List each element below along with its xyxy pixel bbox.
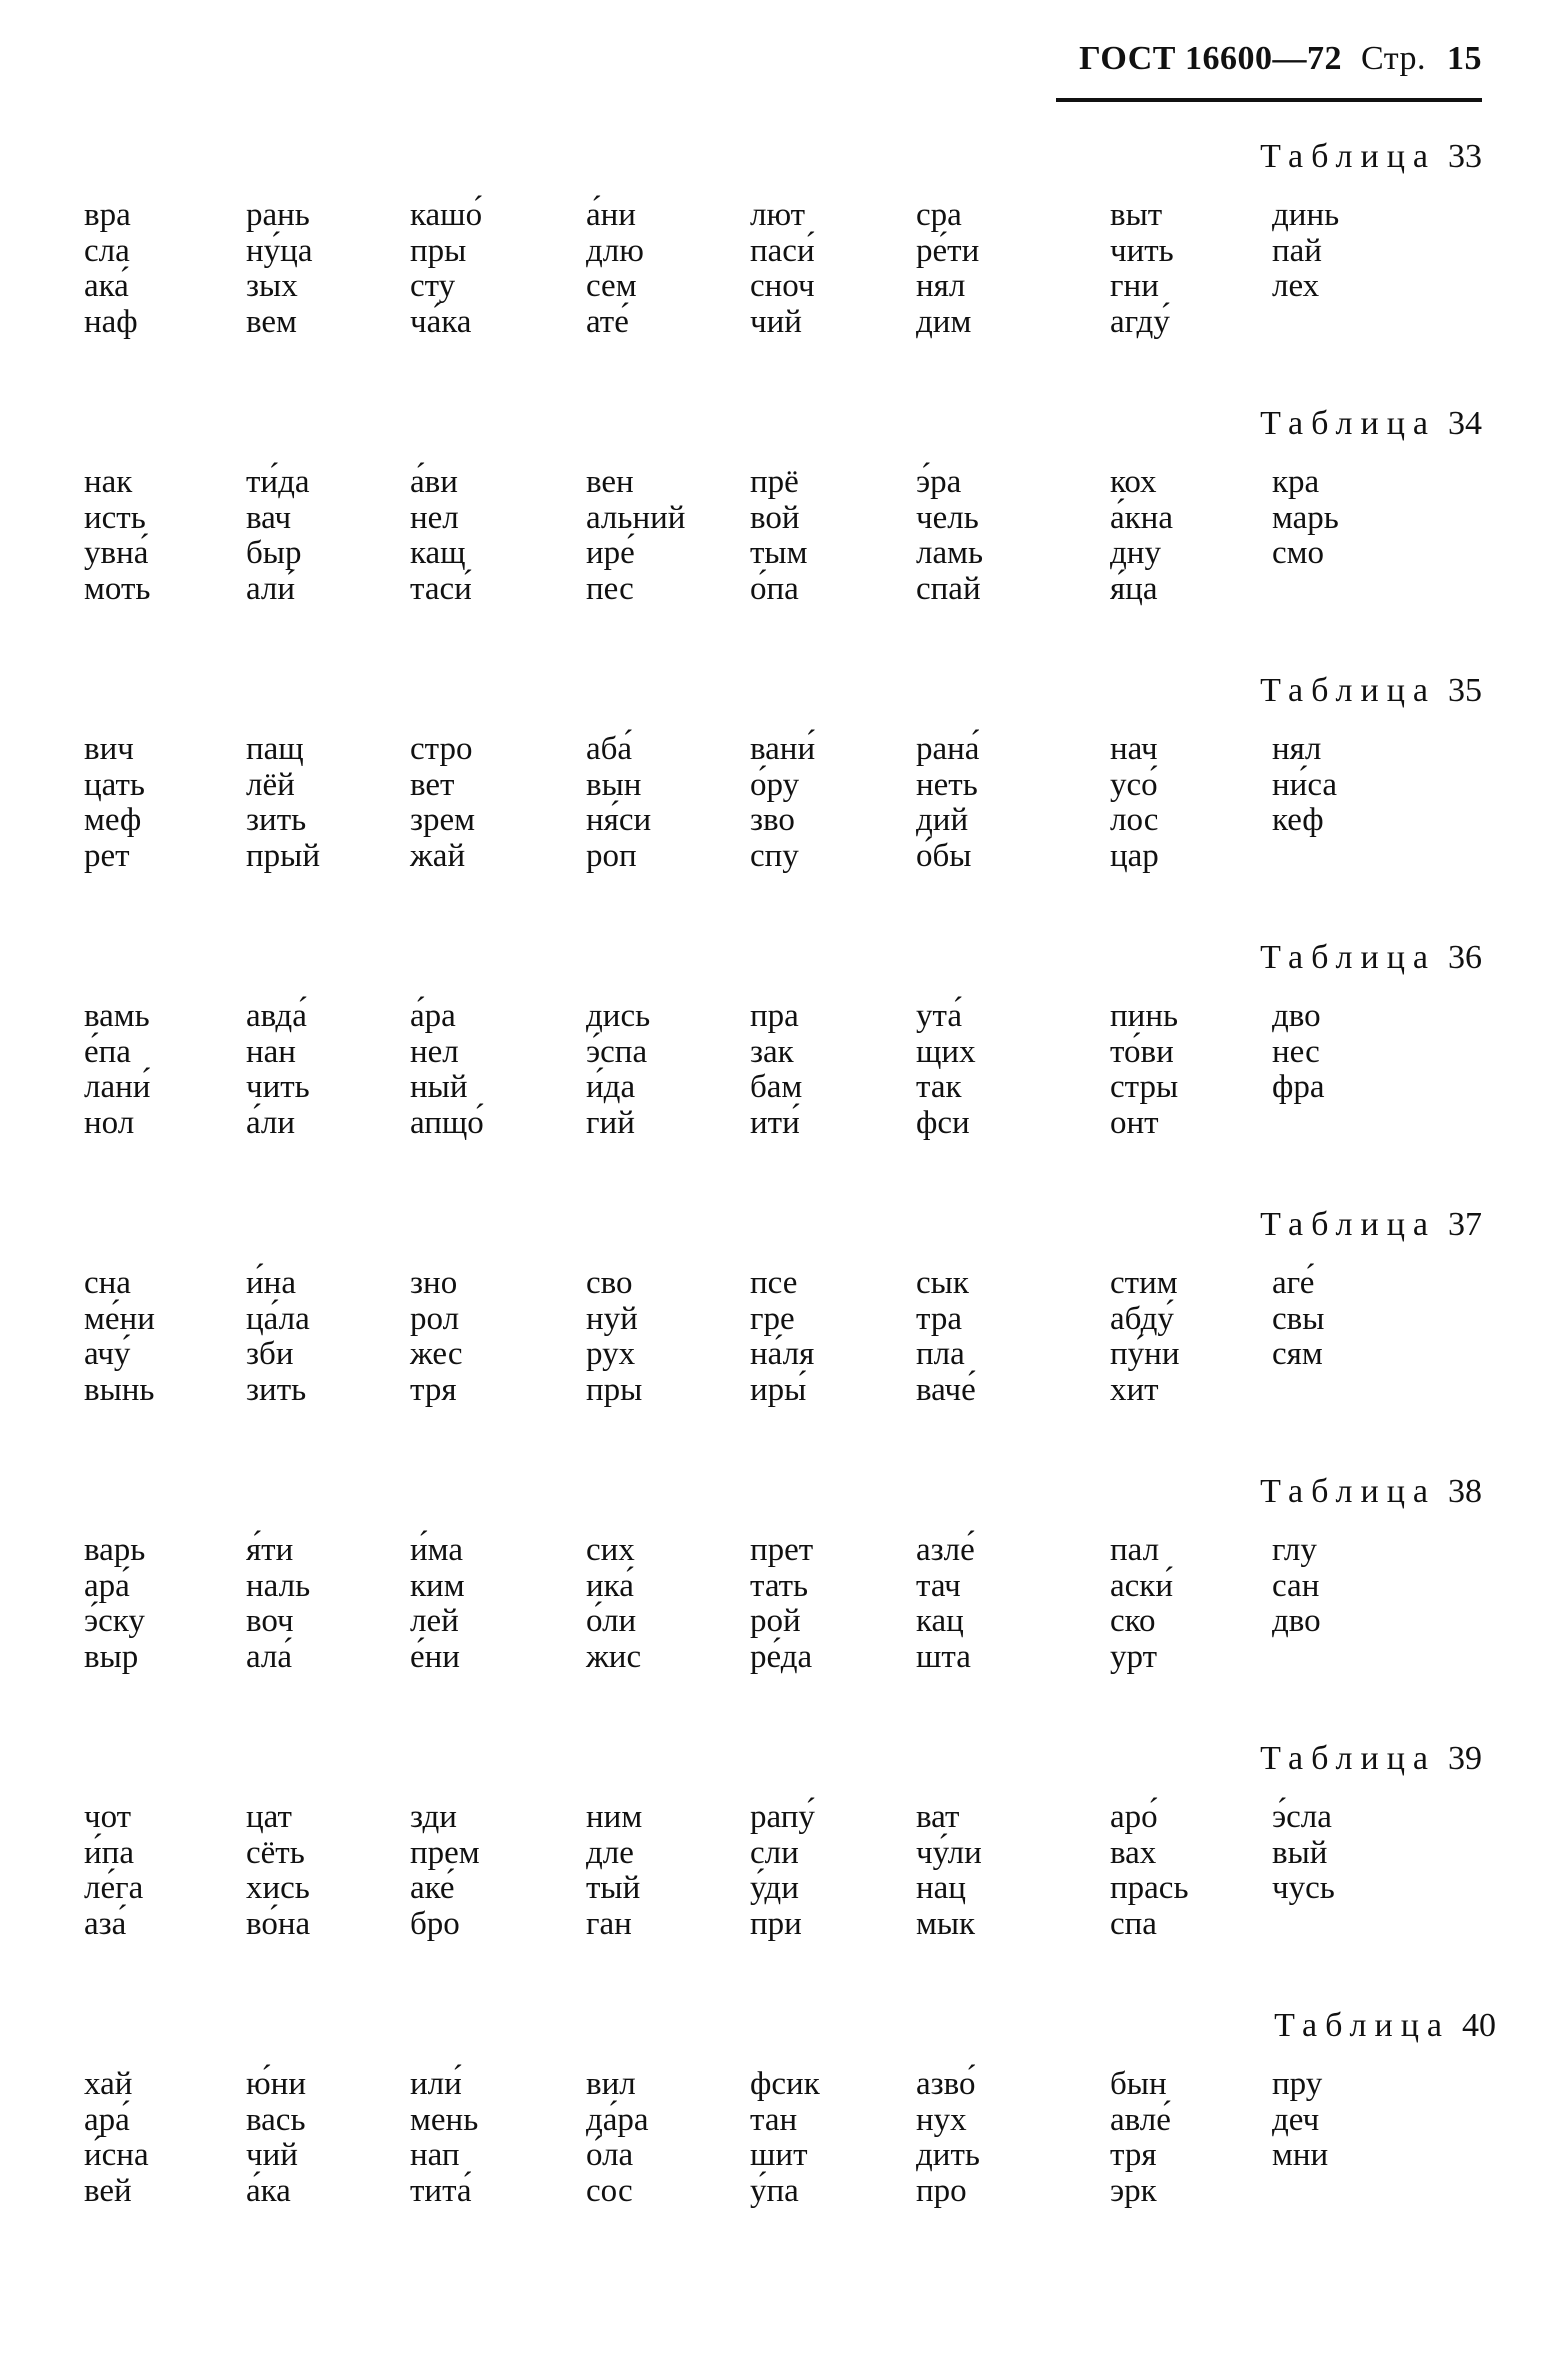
syllable-cell: длю	[586, 232, 644, 269]
syllable-cell: во́на	[246, 1905, 311, 1942]
syllable-cell: бам	[750, 1069, 803, 1105]
standard-number: 16600—72	[1184, 40, 1342, 77]
table-caption-label: Таблица	[1260, 138, 1436, 175]
table-caption	[1260, 405, 1482, 443]
syllable-cell: пла	[916, 1336, 965, 1372]
syllable-cell: рух	[586, 1336, 636, 1372]
syllable-cell: пу́ни	[1110, 1336, 1180, 1372]
syllable-cell: нял	[1272, 731, 1322, 767]
syllable-cell: ну́ца	[246, 232, 313, 269]
table-caption-number: 39	[1448, 1740, 1482, 1777]
syllable-cell: ламь	[916, 535, 984, 571]
syllable-cell: дий	[916, 802, 969, 838]
table-caption-number: 36	[1448, 939, 1482, 976]
syllable-cell: лех	[1272, 268, 1320, 304]
syllable-cell: пру	[1272, 2066, 1323, 2102]
syllable-cell: паси́	[750, 232, 815, 269]
syllable-cell: о́ли	[586, 1603, 637, 1639]
syllable-cell: усо́	[1110, 766, 1158, 803]
syllable-cell: жес	[410, 1336, 463, 1372]
syllable-cell: о́ла	[586, 2137, 634, 2173]
syllable-cell: зво	[750, 802, 795, 838]
syllable-cell: кох	[1110, 464, 1157, 500]
syllable-cell: дим	[916, 303, 972, 340]
syllable-cell: и́да	[586, 1069, 636, 1105]
syllable-cell: лос	[1110, 802, 1159, 838]
syllable-cell: дить	[916, 2137, 980, 2173]
syllable-cell: ный	[410, 1069, 468, 1105]
syllable-cell: кеф	[1272, 802, 1324, 838]
syllable-cell: ме́ни	[84, 1300, 155, 1337]
syllable-cell: рань	[246, 197, 310, 233]
syllable-cell: вра	[84, 197, 131, 233]
syllable-cell: авле́	[1110, 2101, 1171, 2138]
syllable-cell: сво	[586, 1265, 633, 1301]
syllable-cell: чий	[750, 303, 802, 340]
syllable-cell: зди	[410, 1799, 457, 1835]
syllable-cell: лют	[750, 197, 806, 233]
syllable-cell: спу	[750, 837, 799, 874]
syllable-cell: нес	[1272, 1033, 1320, 1070]
syllable-cell: нух	[916, 2101, 967, 2138]
syllable-cell: и́на	[246, 1265, 296, 1301]
syllable-cell: зрем	[410, 802, 476, 838]
syllable-cell: чий	[246, 2137, 298, 2173]
syllable-cell: ала́	[246, 1638, 293, 1675]
syllable-cell: дись	[586, 998, 651, 1034]
syllable-cell: спа	[1110, 1905, 1157, 1942]
table-caption	[1260, 138, 1482, 176]
syllable-cell: фсик	[750, 2066, 820, 2102]
syllable-cell: моть	[84, 570, 151, 607]
syllable-cell: кащ	[410, 535, 466, 571]
table-caption-number: 37	[1448, 1206, 1482, 1243]
syllable-cell: ю́ни	[246, 2066, 306, 2102]
syllable-cell: азле́	[916, 1532, 975, 1568]
syllable-cell: вах	[1110, 1834, 1157, 1871]
syllable-cell: апщо́	[410, 1104, 484, 1141]
syllable-cell: варь	[84, 1532, 146, 1568]
syllable-cell: таси́	[410, 570, 472, 607]
syllable-cell: шит	[750, 2137, 808, 2173]
syllable-cell: пры	[586, 1371, 643, 1408]
syllable-cell: у́ди	[750, 1870, 799, 1906]
syllable-cell: вей	[84, 2172, 132, 2209]
syllable-cell: стро	[410, 731, 473, 767]
syllable-cell: э́сла	[1272, 1799, 1332, 1835]
syllable-cell: то́ви	[1110, 1033, 1174, 1070]
syllable-cell: сем	[586, 268, 637, 304]
syllable-cell: вен	[586, 464, 634, 500]
syllable-cell: ким	[410, 1567, 465, 1604]
syllable-cell: ити́	[750, 1104, 800, 1141]
syllable-cell: ара́	[84, 2101, 130, 2138]
syllable-cell: динь	[1272, 197, 1340, 233]
syllable-cell: кра	[1272, 464, 1320, 500]
syllable-cell: рапу́	[750, 1799, 815, 1835]
syllable-cell: кашо́	[410, 197, 483, 233]
syllable-cell: зых	[246, 268, 298, 304]
syllable-cell: пра	[750, 998, 799, 1034]
syllable-cell: про	[916, 2172, 967, 2209]
syllable-cell: али́	[246, 570, 296, 607]
syllable-cell: рет	[84, 837, 130, 874]
syllable-cell: тым	[750, 535, 808, 571]
syllable-cell: ута́	[916, 998, 962, 1034]
syllable-cell: вась	[246, 2101, 306, 2138]
syllable-cell: смо	[1272, 535, 1325, 571]
syllable-cell: нол	[84, 1104, 135, 1141]
syllable-cell: вынь	[84, 1371, 155, 1408]
syllable-cell: лани́	[84, 1069, 151, 1105]
syllable-cell: е́па	[84, 1033, 131, 1070]
syllable-cell: урт	[1110, 1638, 1157, 1675]
table-caption	[1260, 1473, 1482, 1511]
syllable-cell: нач	[1110, 731, 1158, 767]
header-text	[1079, 40, 1482, 78]
syllable-cell: пащ	[246, 731, 304, 767]
syllable-cell: увна́	[84, 535, 149, 571]
syllable-cell: а́кна	[1110, 499, 1173, 536]
syllable-cell: роп	[586, 837, 637, 874]
syllable-cell: а́ка	[246, 2172, 291, 2209]
syllable-cell: ре́ти	[916, 232, 980, 269]
syllable-cell: исть	[84, 499, 146, 536]
syllable-cell: на́ля	[750, 1336, 815, 1372]
syllable-cell: вет	[410, 766, 455, 803]
syllable-cell: зить	[246, 802, 307, 838]
syllable-cell: сан	[1272, 1567, 1320, 1604]
table-caption-number: 38	[1448, 1473, 1482, 1510]
syllable-cell: агду́	[1110, 303, 1170, 340]
syllable-cell: пес	[586, 570, 634, 607]
syllable-cell: прась	[1110, 1870, 1189, 1906]
syllable-cell: мни	[1272, 2137, 1329, 2173]
syllable-cell: марь	[1272, 499, 1339, 536]
syllable-cell: сту	[410, 268, 456, 304]
syllable-cell: онт	[1110, 1104, 1159, 1141]
syllable-cell: сна	[84, 1265, 131, 1301]
table-caption-label: Таблица	[1260, 405, 1436, 442]
syllable-cell: лёй	[246, 766, 295, 803]
syllable-cell: вамь	[84, 998, 150, 1034]
syllable-cell: аро́	[1110, 1799, 1158, 1835]
syllable-cell: нял	[916, 268, 966, 304]
syllable-cell: ире́	[586, 535, 635, 571]
syllable-cell: тать	[750, 1567, 809, 1604]
syllable-cell: зить	[246, 1371, 307, 1408]
syllable-cell: вани́	[750, 731, 816, 767]
syllable-cell: ре́да	[750, 1638, 813, 1675]
syllable-cell: сос	[586, 2172, 633, 2209]
table-caption-label: Таблица	[1260, 672, 1436, 709]
syllable-cell: ти́да	[246, 464, 310, 500]
syllable-cell: а́ра	[410, 998, 456, 1034]
syllable-cell: фра	[1272, 1069, 1325, 1105]
syllable-cell: тита́	[410, 2172, 472, 2209]
syllable-cell: аба́	[586, 731, 633, 767]
syllable-cell: да́ра	[586, 2101, 649, 2138]
syllable-cell: ака́	[84, 268, 129, 304]
syllable-cell: наф	[84, 303, 138, 340]
syllable-cell: я́ца	[1110, 570, 1158, 607]
syllable-cell: рой	[750, 1603, 801, 1639]
syllable-cell: сра	[916, 197, 962, 233]
syllable-cell: сли	[750, 1834, 799, 1871]
syllable-cell: э́ску	[84, 1603, 145, 1639]
syllable-cell: жис	[586, 1638, 642, 1675]
syllable-cell: а́ли	[246, 1104, 296, 1141]
table-caption-number: 35	[1448, 672, 1482, 709]
syllable-cell: чот	[84, 1799, 132, 1835]
syllable-cell: аке́	[410, 1870, 455, 1906]
syllable-cell: сноч	[750, 268, 815, 304]
syllable-cell: прё	[750, 464, 799, 500]
syllable-cell: щих	[916, 1033, 976, 1070]
syllable-cell: фси	[916, 1104, 970, 1141]
syllable-cell: меф	[84, 802, 142, 838]
syllable-cell: хит	[1110, 1371, 1159, 1408]
syllable-cell: лей	[410, 1603, 459, 1639]
syllable-cell: зно	[410, 1265, 458, 1301]
syllable-cell: э́ра	[916, 464, 962, 500]
table-caption-label: Таблица	[1260, 1206, 1436, 1243]
syllable-cell: хай	[84, 2066, 133, 2102]
syllable-cell: ча́ка	[410, 303, 472, 340]
syllable-cell: тра	[916, 1300, 962, 1337]
syllable-cell: эрк	[1110, 2172, 1157, 2209]
syllable-cell: сык	[916, 1265, 969, 1301]
syllable-cell: стры	[1110, 1069, 1179, 1105]
syllable-cell: кац	[916, 1603, 964, 1639]
syllable-cell: нап	[410, 2137, 460, 2173]
syllable-cell: аза́	[84, 1905, 127, 1942]
syllable-cell: ика́	[586, 1567, 634, 1604]
syllable-cell: тря	[410, 1371, 457, 1408]
syllable-cell: дле	[586, 1834, 634, 1871]
syllable-cell: дво	[1272, 1603, 1321, 1639]
standard-code: ГОСТ	[1079, 40, 1176, 77]
syllable-cell: чель	[916, 499, 979, 536]
syllable-cell: хись	[246, 1870, 310, 1906]
syllable-cell: выр	[84, 1638, 139, 1675]
table-caption-number: 34	[1448, 405, 1482, 442]
syllable-cell: у́па	[750, 2172, 799, 2209]
syllable-cell: деч	[1272, 2101, 1320, 2138]
syllable-cell: о́ру	[750, 766, 800, 803]
syllable-cell: чу́ли	[916, 1834, 982, 1871]
header-rule	[1056, 98, 1482, 102]
syllable-cell: ара́	[84, 1567, 130, 1604]
syllable-cell: бын	[1110, 2066, 1167, 2102]
syllable-cell: нел	[410, 1033, 459, 1070]
syllable-cell: я́ти	[246, 1532, 294, 1568]
syllable-cell: шта	[916, 1638, 971, 1675]
syllable-cell: сёть	[246, 1834, 305, 1871]
table-caption-label: Таблица	[1260, 1740, 1436, 1777]
syllable-cell: бро	[410, 1905, 460, 1942]
syllable-cell: чусь	[1272, 1870, 1335, 1906]
table-caption	[1260, 1740, 1482, 1778]
syllable-cell: ним	[586, 1799, 643, 1835]
syllable-cell: сла	[84, 232, 130, 269]
syllable-cell: чить	[246, 1069, 310, 1105]
table-caption-label: Таблица	[1260, 939, 1436, 976]
syllable-cell: аски́	[1110, 1567, 1173, 1604]
syllable-cell: быр	[246, 535, 302, 571]
syllable-cell: нан	[246, 1033, 296, 1070]
table-caption-number: 33	[1448, 138, 1482, 175]
syllable-cell: пал	[1110, 1532, 1160, 1568]
syllable-cell: стим	[1110, 1265, 1178, 1301]
syllable-cell: спай	[916, 570, 981, 607]
syllable-cell: прый	[246, 837, 320, 874]
syllable-cell: или́	[410, 2066, 462, 2102]
syllable-cell: вил	[586, 2066, 636, 2102]
syllable-cell: ня́си	[586, 802, 652, 838]
syllable-cell: ват	[916, 1799, 960, 1835]
syllable-cell: ско	[1110, 1603, 1156, 1639]
syllable-cell: альний	[586, 499, 686, 536]
syllable-cell: пры	[410, 232, 467, 269]
syllable-cell: ваче́	[916, 1371, 976, 1408]
syllable-cell: вой	[750, 499, 800, 536]
table-caption-number: 40	[1462, 2007, 1496, 2044]
table-caption	[1274, 2007, 1496, 2045]
syllable-cell: и́ма	[410, 1532, 463, 1568]
syllable-cell: и́па	[84, 1834, 134, 1871]
syllable-cell: так	[916, 1069, 962, 1105]
syllable-cell: мык	[916, 1905, 976, 1942]
syllable-cell: э́спа	[586, 1033, 648, 1070]
table-caption	[1260, 939, 1482, 977]
syllable-cell: ца́ла	[246, 1300, 310, 1337]
table-caption	[1260, 672, 1482, 710]
syllable-cell: цат	[246, 1799, 292, 1835]
syllable-cell: тан	[750, 2101, 798, 2138]
syllable-cell: пай	[1272, 232, 1322, 269]
syllable-cell: азво́	[916, 2066, 976, 2102]
syllable-cell: глу	[1272, 1532, 1317, 1568]
syllable-cell: гре	[750, 1300, 795, 1337]
syllable-cell: воч	[246, 1603, 294, 1639]
syllable-cell: рана́	[916, 731, 980, 767]
syllable-cell: нак	[84, 464, 133, 500]
syllable-cell: и́сна	[84, 2137, 149, 2173]
syllable-cell: пинь	[1110, 998, 1179, 1034]
syllable-cell: тый	[586, 1870, 641, 1906]
syllable-cell: при	[750, 1905, 802, 1942]
syllable-cell: вач	[246, 499, 292, 536]
syllable-cell: жай	[410, 837, 466, 874]
syllable-cell: прем	[410, 1834, 480, 1871]
syllable-cell: цар	[1110, 837, 1159, 874]
syllable-cell: ни́са	[1272, 766, 1338, 803]
syllable-cell: тря	[1110, 2137, 1157, 2173]
syllable-cell: псе	[750, 1265, 798, 1301]
syllable-cell: нац	[916, 1870, 966, 1906]
syllable-cell: сих	[586, 1532, 635, 1568]
syllable-cell: дво	[1272, 998, 1321, 1034]
syllable-cell: гни	[1110, 268, 1159, 304]
syllable-cell: тач	[916, 1567, 961, 1604]
syllable-cell: ачу́	[84, 1336, 131, 1372]
syllable-cell: а́ви	[410, 464, 458, 500]
page-label: Стр.	[1360, 40, 1426, 77]
syllable-cell: вич	[84, 731, 134, 767]
syllable-cell: иры́	[750, 1371, 807, 1408]
syllable-cell: мень	[410, 2101, 479, 2138]
syllable-cell: цать	[84, 766, 145, 803]
syllable-cell: гий	[586, 1104, 635, 1141]
table-caption	[1260, 1206, 1482, 1244]
syllable-cell: вем	[246, 303, 297, 340]
syllable-cell: абду́	[1110, 1300, 1174, 1337]
syllable-cell: чить	[1110, 232, 1174, 269]
syllable-cell: выт	[1110, 197, 1163, 233]
table-caption-label: Таблица	[1274, 2007, 1450, 2044]
syllable-cell: вый	[1272, 1834, 1328, 1871]
syllable-cell: дну	[1110, 535, 1161, 571]
syllable-cell: сям	[1272, 1336, 1323, 1372]
syllable-cell: вын	[586, 766, 642, 803]
syllable-cell: авда́	[246, 998, 307, 1034]
syllable-cell: нел	[410, 499, 459, 536]
page-number: 15	[1447, 40, 1482, 77]
syllable-cell: а́ни	[586, 197, 636, 233]
syllable-cell: свы	[1272, 1300, 1325, 1337]
syllable-cell: е́ни	[410, 1638, 460, 1675]
syllable-cell: ган	[586, 1905, 632, 1942]
syllable-cell: рол	[410, 1300, 460, 1337]
syllable-cell: зак	[750, 1033, 794, 1070]
table-caption-label: Таблица	[1260, 1473, 1436, 1510]
syllable-cell: нуй	[586, 1300, 638, 1337]
syllable-cell: ате́	[586, 303, 629, 340]
syllable-cell: о́бы	[916, 837, 972, 874]
syllable-cell: о́па	[750, 570, 799, 607]
syllable-cell: прет	[750, 1532, 814, 1568]
page-header	[1056, 40, 1482, 106]
syllable-cell: зби	[246, 1336, 294, 1372]
syllable-cell: неть	[916, 766, 978, 803]
syllable-cell: наль	[246, 1567, 311, 1604]
syllable-cell: ле́га	[84, 1870, 144, 1906]
syllable-cell: аге́	[1272, 1265, 1315, 1301]
